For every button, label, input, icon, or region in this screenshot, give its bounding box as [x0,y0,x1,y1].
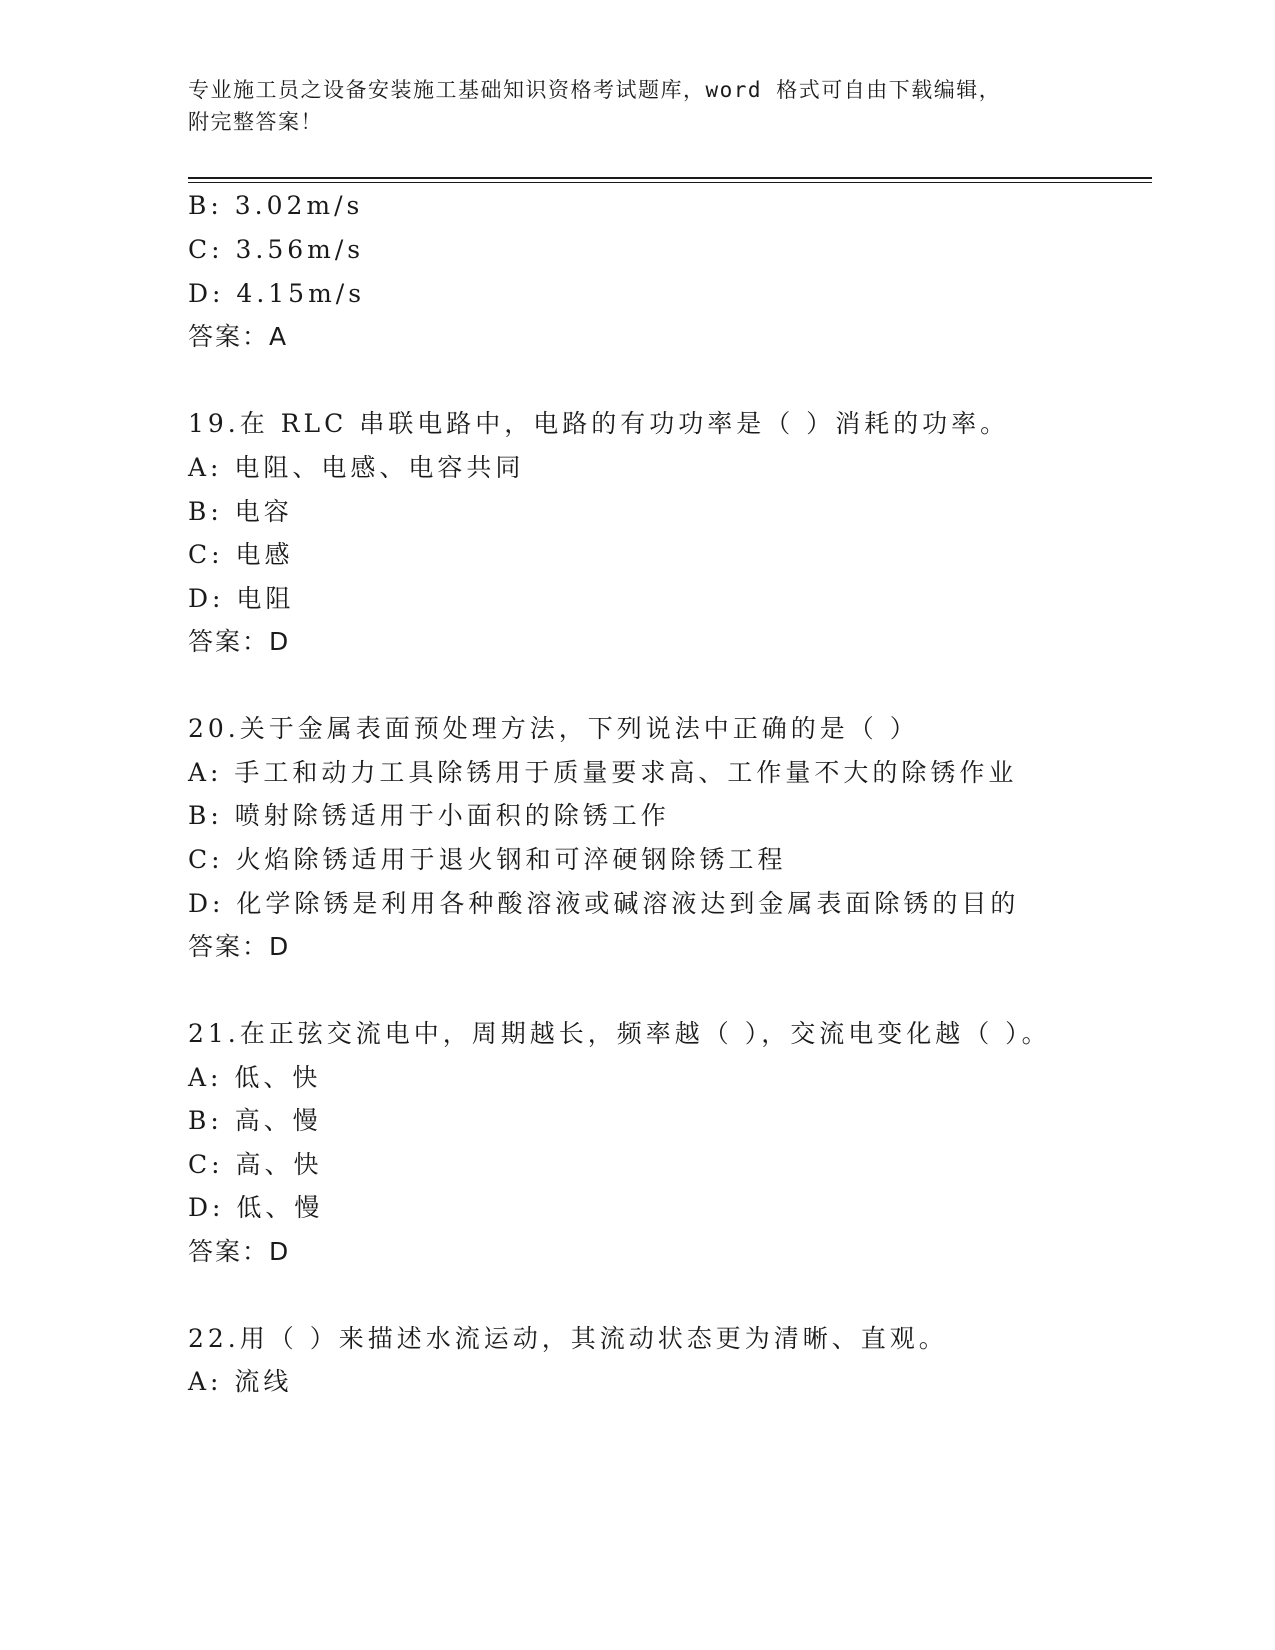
answer-line: 答案：A [188,322,289,351]
option-line: C: 电感 [188,540,294,569]
option-line: A: 电阻、电感、电容共同 [188,453,525,482]
option-line: A: 流线 [188,1367,293,1396]
option-line: C: 高、快 [188,1150,323,1179]
header-divider [188,177,1152,179]
header-line-2: 附完整答案！ [188,110,323,134]
question-text: 19.在 RLC 串联电路中，电路的有功功率是（ ）消耗的功率。 [188,409,1010,438]
question-text: 21.在正弦交流电中，周期越长，频率越（ ），交流电变化越（ ）。 [188,1019,1051,1048]
header-line-1: 专业施工员之设备安装施工基础知识资格考试题库，word 格式可自由下载编辑， [188,78,1002,102]
header-divider-thin [188,182,1152,183]
option-line: B: 高、慢 [188,1106,322,1135]
answer-line: 答案：D [188,627,291,656]
answer-line: 答案：D [188,932,291,961]
option-line: D: 电阻 [188,584,295,613]
option-line: D: 低、慢 [188,1193,324,1222]
question-text: 22.用（ ）来描述水流运动，其流动状态更为清晰、直观。 [188,1324,948,1353]
document-header [188,74,1078,138]
option-line: C: 3.56m/s [188,235,365,264]
answer-line: 答案：D [188,1237,291,1266]
option-line: B: 3.02m/s [188,191,364,220]
option-line: A: 低、快 [188,1063,322,1092]
question-text: 20.关于金属表面预处理方法，下列说法中正确的是（ ） [188,714,919,743]
option-line: A: 手工和动力工具除锈用于质量要求高、工作量不大的除锈作业 [188,758,1018,787]
option-line: D: 化学除锈是利用各种酸溶液或碱溶液达到金属表面除锈的目的 [188,889,1020,918]
option-line: D: 4.15m/s [188,279,366,308]
option-line: B: 电容 [188,497,293,526]
option-line: B: 喷射除锈适用于小面积的除锈工作 [188,801,670,830]
option-line: C: 火焰除锈适用于退火钢和可淬硬钢除锈工程 [188,845,787,874]
